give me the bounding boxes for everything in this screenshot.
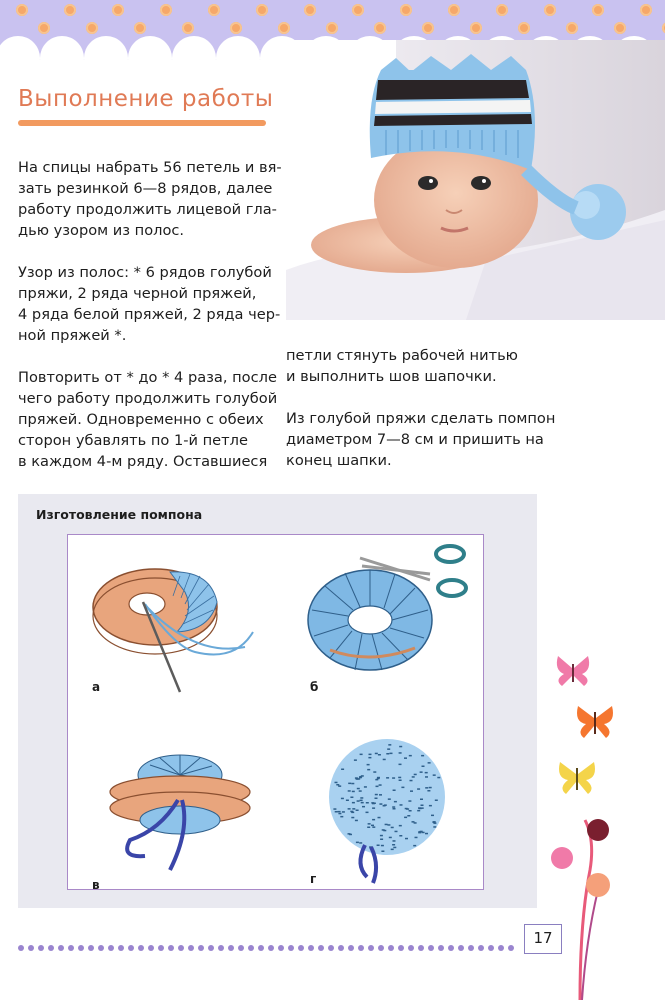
yarn-speckle (425, 787, 428, 789)
yarn-speckle (366, 812, 369, 814)
yarn-speckle (422, 766, 425, 768)
yarn-speckle (392, 844, 395, 846)
yarn-speckle (368, 823, 371, 825)
yarn-speckle (427, 790, 430, 792)
section-title: Выполнение работы (18, 86, 274, 112)
band-dot (278, 22, 290, 34)
yarn-speckle (357, 788, 360, 790)
yarn-speckle (356, 810, 359, 812)
yarn-speckle (367, 769, 370, 771)
yarn-speckle (335, 811, 338, 813)
yarn-speckle (413, 845, 416, 847)
text-line: зать резинкой 6—8 рядов, далее (18, 180, 273, 197)
rule-dot (128, 945, 134, 951)
yarn-speckle (352, 802, 355, 804)
rule-dot (368, 945, 374, 951)
text-line: пряжи, 2 ряда черной пряжей, (18, 285, 257, 302)
text-line: пряжей. Одновременно с обеих (18, 411, 264, 428)
yarn-speckle (371, 825, 374, 827)
yarn-speckle (412, 821, 415, 823)
yarn-speckle (360, 797, 363, 799)
yarn-speckle (368, 757, 371, 759)
yarn-speckle (387, 748, 390, 750)
band-dot (470, 22, 482, 34)
yarn-speckle (373, 771, 376, 773)
yarn-speckle (398, 777, 401, 779)
pompon-step-g-illustration (325, 735, 455, 885)
rule-dot (458, 945, 464, 951)
yarn-speckle (429, 787, 432, 789)
rule-dot (348, 945, 354, 951)
rule-dot (18, 945, 24, 951)
rule-dot (498, 945, 504, 951)
text-line: диаметром 7—8 см и пришить на (286, 431, 544, 448)
yarn-speckle (421, 805, 424, 807)
yarn-speckle (355, 820, 358, 822)
yarn-speckle (351, 783, 354, 785)
band-scallop (84, 36, 128, 60)
yarn-speckle (356, 842, 359, 844)
yarn-speckle (394, 801, 397, 803)
yarn-speckle (338, 811, 341, 813)
yarn-speckle (408, 800, 411, 802)
yarn-speckle (415, 837, 418, 839)
pompon-step-a-illustration (85, 552, 260, 702)
band-dot (134, 22, 146, 34)
yarn-speckle (399, 780, 402, 782)
band-dot (38, 22, 50, 34)
title-underline (18, 120, 266, 126)
yarn-speckle (433, 826, 436, 828)
yarn-speckle (425, 772, 428, 774)
yarn-speckle (391, 827, 394, 829)
rule-dot (198, 945, 204, 951)
yarn-speckle (433, 774, 436, 776)
rule-dot (148, 945, 154, 951)
rule-dot (268, 945, 274, 951)
yarn-speckle (349, 834, 352, 836)
band-dot (208, 4, 220, 16)
yarn-speckle (435, 800, 438, 802)
yarn-speckle (417, 810, 420, 812)
yarn-speckle (376, 786, 379, 788)
yarn-speckle (429, 805, 432, 807)
band-dot (422, 22, 434, 34)
band-dot (640, 4, 652, 16)
yarn-speckle (340, 816, 343, 818)
yarn-speckle (399, 835, 402, 837)
butterflies-flower-decoration (540, 640, 665, 1000)
text-line: в каждом 4-м ряду. Оставшиеся (18, 453, 268, 470)
text-line: работу продолжить лицевой гла- (18, 201, 277, 218)
rule-dot (258, 945, 264, 951)
rule-dot (28, 945, 34, 951)
rule-dot (228, 945, 234, 951)
rule-dot (218, 945, 224, 951)
yarn-speckle (393, 790, 396, 792)
bottom-dotted-rule (18, 945, 516, 953)
yarn-speckle (375, 794, 378, 796)
yarn-speckle (359, 790, 362, 792)
yarn-speckle (367, 827, 370, 829)
band-dot (566, 22, 578, 34)
yarn-speckle (361, 802, 364, 804)
rule-dot (178, 945, 184, 951)
yarn-speckle (407, 815, 410, 817)
step-label-a: а (92, 680, 101, 694)
yarn-speckle (418, 831, 421, 833)
yarn-speckle (437, 777, 440, 779)
rule-dot (408, 945, 414, 951)
paragraph-pompon (286, 408, 555, 471)
yarn-speckle (355, 777, 358, 779)
rule-dot (468, 945, 474, 951)
yarn-speckle (360, 754, 363, 756)
rule-dot (248, 945, 254, 951)
band-dot (86, 22, 98, 34)
yarn-speckle (431, 815, 434, 817)
pompon-step-c-illustration (100, 730, 260, 880)
yarn-speckle (433, 821, 436, 823)
yarn-speckle (372, 826, 375, 828)
yarn-speckle (393, 808, 396, 810)
yarn-speckle (350, 797, 353, 799)
figure-title: Изготовление помпона (36, 507, 203, 522)
yarn-speckle (405, 838, 408, 840)
yarn-speckle (354, 759, 357, 761)
rule-dot (108, 945, 114, 951)
yarn-speckle (412, 776, 415, 778)
band-scallop (0, 36, 40, 60)
rule-dot (138, 945, 144, 951)
yarn-speckle (375, 753, 378, 755)
paragraph-finish-hat (286, 345, 518, 387)
yarn-speckle (382, 829, 385, 831)
rule-dot (398, 945, 404, 951)
yarn-speckle (395, 831, 398, 833)
text-line: чего работу продолжить голубой (18, 390, 278, 407)
text-line: Узор из полос: * 6 рядов голубой (18, 264, 272, 281)
rule-dot (338, 945, 344, 951)
band-scallop (216, 36, 260, 60)
yarn-speckle (338, 813, 341, 815)
yarn-speckle (352, 791, 355, 793)
paragraph-repeat (18, 367, 277, 472)
band-dot (230, 22, 242, 34)
yarn-speckle (405, 808, 408, 810)
yarn-speckle (378, 817, 381, 819)
band-dot (374, 22, 386, 34)
band-scallop (128, 36, 172, 60)
rule-dot (278, 945, 284, 951)
rule-dot (48, 945, 54, 951)
yarn-speckle (401, 787, 404, 789)
rule-dot (428, 945, 434, 951)
yarn-speckle (359, 842, 362, 844)
rule-dot (58, 945, 64, 951)
rule-dot (508, 945, 514, 951)
yarn-speckle (357, 800, 360, 802)
yarn-speckle (420, 799, 423, 801)
rule-dot (188, 945, 194, 951)
rule-dot (88, 945, 94, 951)
butterfly-icon (559, 762, 595, 794)
band-dot (64, 4, 76, 16)
baby-in-knit-hat-photo (286, 40, 665, 320)
yarn-speckle (410, 790, 413, 792)
text-line: конец шапки. (286, 452, 392, 469)
yarn-speckle (341, 769, 344, 771)
rule-dot (358, 945, 364, 951)
yarn-speckle (433, 822, 436, 824)
yarn-speckle (418, 807, 421, 809)
yarn-speckle (338, 785, 341, 787)
rule-dot (238, 945, 244, 951)
band-dot (592, 4, 604, 16)
step-label-g: г (310, 872, 317, 886)
yarn-speckle (386, 753, 389, 755)
yarn-speckle (341, 798, 344, 800)
yarn-speckle (391, 849, 394, 851)
band-dot (182, 22, 194, 34)
rule-dot (68, 945, 74, 951)
yarn-speckle (428, 762, 431, 764)
rule-dot (118, 945, 124, 951)
rule-dot (98, 945, 104, 951)
yarn-speckle (375, 798, 378, 800)
band-dot (16, 4, 28, 16)
yarn-speckle (369, 754, 372, 756)
band-dot (352, 4, 364, 16)
text-line: петли стянуть рабочей нитью (286, 347, 518, 364)
yarn-speckle (400, 804, 403, 806)
rule-dot (168, 945, 174, 951)
yarn-speckle (414, 774, 417, 776)
yarn-speckle (381, 845, 384, 847)
yarn-speckle (361, 775, 364, 777)
yarn-speckle (336, 784, 339, 786)
yarn-speckle (386, 777, 389, 779)
band-dot (304, 4, 316, 16)
yarn-speckle (379, 784, 382, 786)
yarn-speckle (410, 780, 413, 782)
rule-dot (438, 945, 444, 951)
step-label-b: б (310, 680, 319, 694)
text-line: и выполнить шов шапочки. (286, 368, 497, 385)
paragraph-cast-on (18, 157, 282, 241)
yarn-speckle (348, 790, 351, 792)
flower-stem-icon (580, 820, 592, 1000)
rule-dot (308, 945, 314, 951)
yarn-speckle (393, 847, 396, 849)
band-dot (160, 4, 172, 16)
band-scallop (40, 36, 84, 60)
yarn-speckle (342, 811, 345, 813)
yarn-speckle (404, 757, 407, 759)
yarn-speckle (380, 839, 383, 841)
yarn-speckle (392, 806, 395, 808)
yarn-speckle (366, 802, 369, 804)
band-dot (614, 22, 626, 34)
yarn-speckle (385, 824, 388, 826)
rule-dot (38, 945, 44, 951)
page-number: 17 (524, 924, 562, 954)
yarn-speckle (364, 786, 367, 788)
band-dot (518, 22, 530, 34)
yarn-speckle (421, 755, 424, 757)
rule-dot (478, 945, 484, 951)
rule-dot (78, 945, 84, 951)
step-label-v: в (92, 878, 100, 892)
yarn-speckle (372, 807, 375, 809)
yarn-speckle (351, 812, 354, 814)
yarn-speckle (352, 808, 355, 810)
yarn-speckle (333, 808, 336, 810)
yarn-speckle (425, 833, 428, 835)
yarn-speckle (409, 810, 412, 812)
butterfly-icon (577, 706, 613, 738)
yarn-speckle (383, 759, 386, 761)
yarn-speckle (383, 805, 386, 807)
yarn-speckle (348, 783, 351, 785)
rule-dot (448, 945, 454, 951)
text-line: Из голубой пряжи сделать помпон (286, 410, 556, 427)
paragraph-stripe-pattern (18, 262, 280, 346)
band-dot (256, 4, 268, 16)
yarn-speckle (387, 824, 390, 826)
butterfly-icon (557, 656, 589, 686)
rule-dot (298, 945, 304, 951)
yarn-speckle (417, 788, 420, 790)
rule-dot (378, 945, 384, 951)
text-line: сторон убавлять по 1-й петле (18, 432, 248, 449)
yarn-speckle (375, 779, 378, 781)
yarn-speckle (399, 746, 402, 748)
yarn-speckle (393, 840, 396, 842)
yarn-speckle (378, 754, 381, 756)
rule-dot (388, 945, 394, 951)
rule-dot (418, 945, 424, 951)
yarn-speckle (399, 764, 402, 766)
band-dot (326, 22, 338, 34)
yarn-speckle (399, 825, 402, 827)
yarn-speckle (392, 777, 395, 779)
text-line: Повторить от * до * 4 раза, после (18, 369, 277, 386)
text-line: ной пряжей *. (18, 327, 127, 344)
yarn-speckle (372, 819, 375, 821)
yarn-speckle (348, 808, 351, 810)
yarn-speckle (409, 755, 412, 757)
yarn-speckle (351, 817, 354, 819)
text-line: дью узором из полос. (18, 222, 185, 239)
yarn-speckle (360, 800, 363, 802)
yarn-speckle (372, 803, 375, 805)
yarn-speckle (388, 744, 391, 746)
yarn-speckle (335, 782, 338, 784)
yarn-speckle (388, 798, 391, 800)
yarn-speckle (390, 753, 393, 755)
yarn-speckle (379, 803, 382, 805)
band-dot (544, 4, 556, 16)
yarn-speckle (359, 777, 362, 779)
yarn-speckle (346, 800, 349, 802)
rule-dot (288, 945, 294, 951)
rule-dot (488, 945, 494, 951)
band-dot (496, 4, 508, 16)
yarn-speckle (404, 817, 407, 819)
rule-dot (318, 945, 324, 951)
yarn-speckle (362, 806, 365, 808)
pompon-step-b-illustration (300, 540, 480, 685)
yarn-speckle (381, 851, 384, 853)
yarn-speckle (389, 837, 392, 839)
yarn-speckle (377, 845, 380, 847)
band-scallop (172, 36, 216, 60)
band-dot (112, 4, 124, 16)
yarn-speckle (425, 776, 428, 778)
band-dot (400, 4, 412, 16)
rule-dot (158, 945, 164, 951)
yarn-speckle (399, 752, 402, 754)
yarn-speckle (377, 777, 380, 779)
rule-dot (208, 945, 214, 951)
yarn-speckle (420, 771, 423, 773)
yarn-speckle (367, 764, 370, 766)
text-line: На спицы набрать 56 петель и вя- (18, 159, 282, 176)
band-dot (448, 4, 460, 16)
yarn-speckle (380, 835, 383, 837)
text-line: 4 ряда белой пряжей, 2 ряда чер- (18, 306, 281, 323)
yarn-speckle (379, 794, 382, 796)
rule-dot (328, 945, 334, 951)
